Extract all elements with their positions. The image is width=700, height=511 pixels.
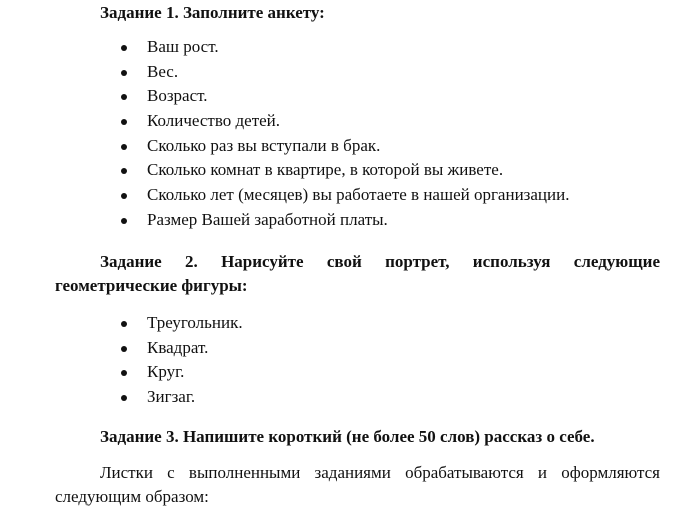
closing-paragraph-continuation: следующим образом: [55, 487, 209, 506]
bullet-icon [121, 395, 127, 401]
task3-heading: Задание 3. Напишите короткий (не более 50 слов) рассказ о себе. [100, 427, 595, 446]
bullet-icon [121, 193, 127, 199]
bullet-icon [121, 168, 127, 174]
task1-heading: Задание 1. Заполните анкету: [100, 3, 325, 22]
closing-paragraph: Листки с выполненными заданиями обрабатываются и оформляются [100, 463, 660, 482]
bullet-icon [121, 70, 127, 76]
bullet-icon [121, 144, 127, 150]
bullet-icon [121, 321, 127, 327]
task2-heading: Задание 2. Нарисуйте свой портрет, используя следующие [100, 252, 660, 271]
document-page: Задание 1. Заполните анкету: Ваш рост. Вес. Возраст. Количество детей. Сколько раз вы вступали в брак. Сколько комнат в квартире, в которой вы живете. Сколько лет (месяцев) вы работаете в нашей организации. Размер Вашей заработной платы. Задание 2. Нарисуйте свой портрет, используя следующие геометрические фигуры: Треугольник. Квадрат. Круг. Зигзаг. Задание 3. Напишите короткий (не более 50 слов) рассказ о себе. Листки с выполненными заданиями обрабатываются и оформляются следующим образом: [0, 0, 700, 509]
bullet-icon [121, 45, 127, 51]
bullet-icon [121, 94, 127, 100]
bullet-icon [121, 119, 127, 125]
task2-heading-continuation: геометрические фигуры: [55, 276, 248, 295]
bullet-icon [121, 370, 127, 376]
bullet-icon [121, 218, 127, 224]
bullet-icon [121, 346, 127, 352]
